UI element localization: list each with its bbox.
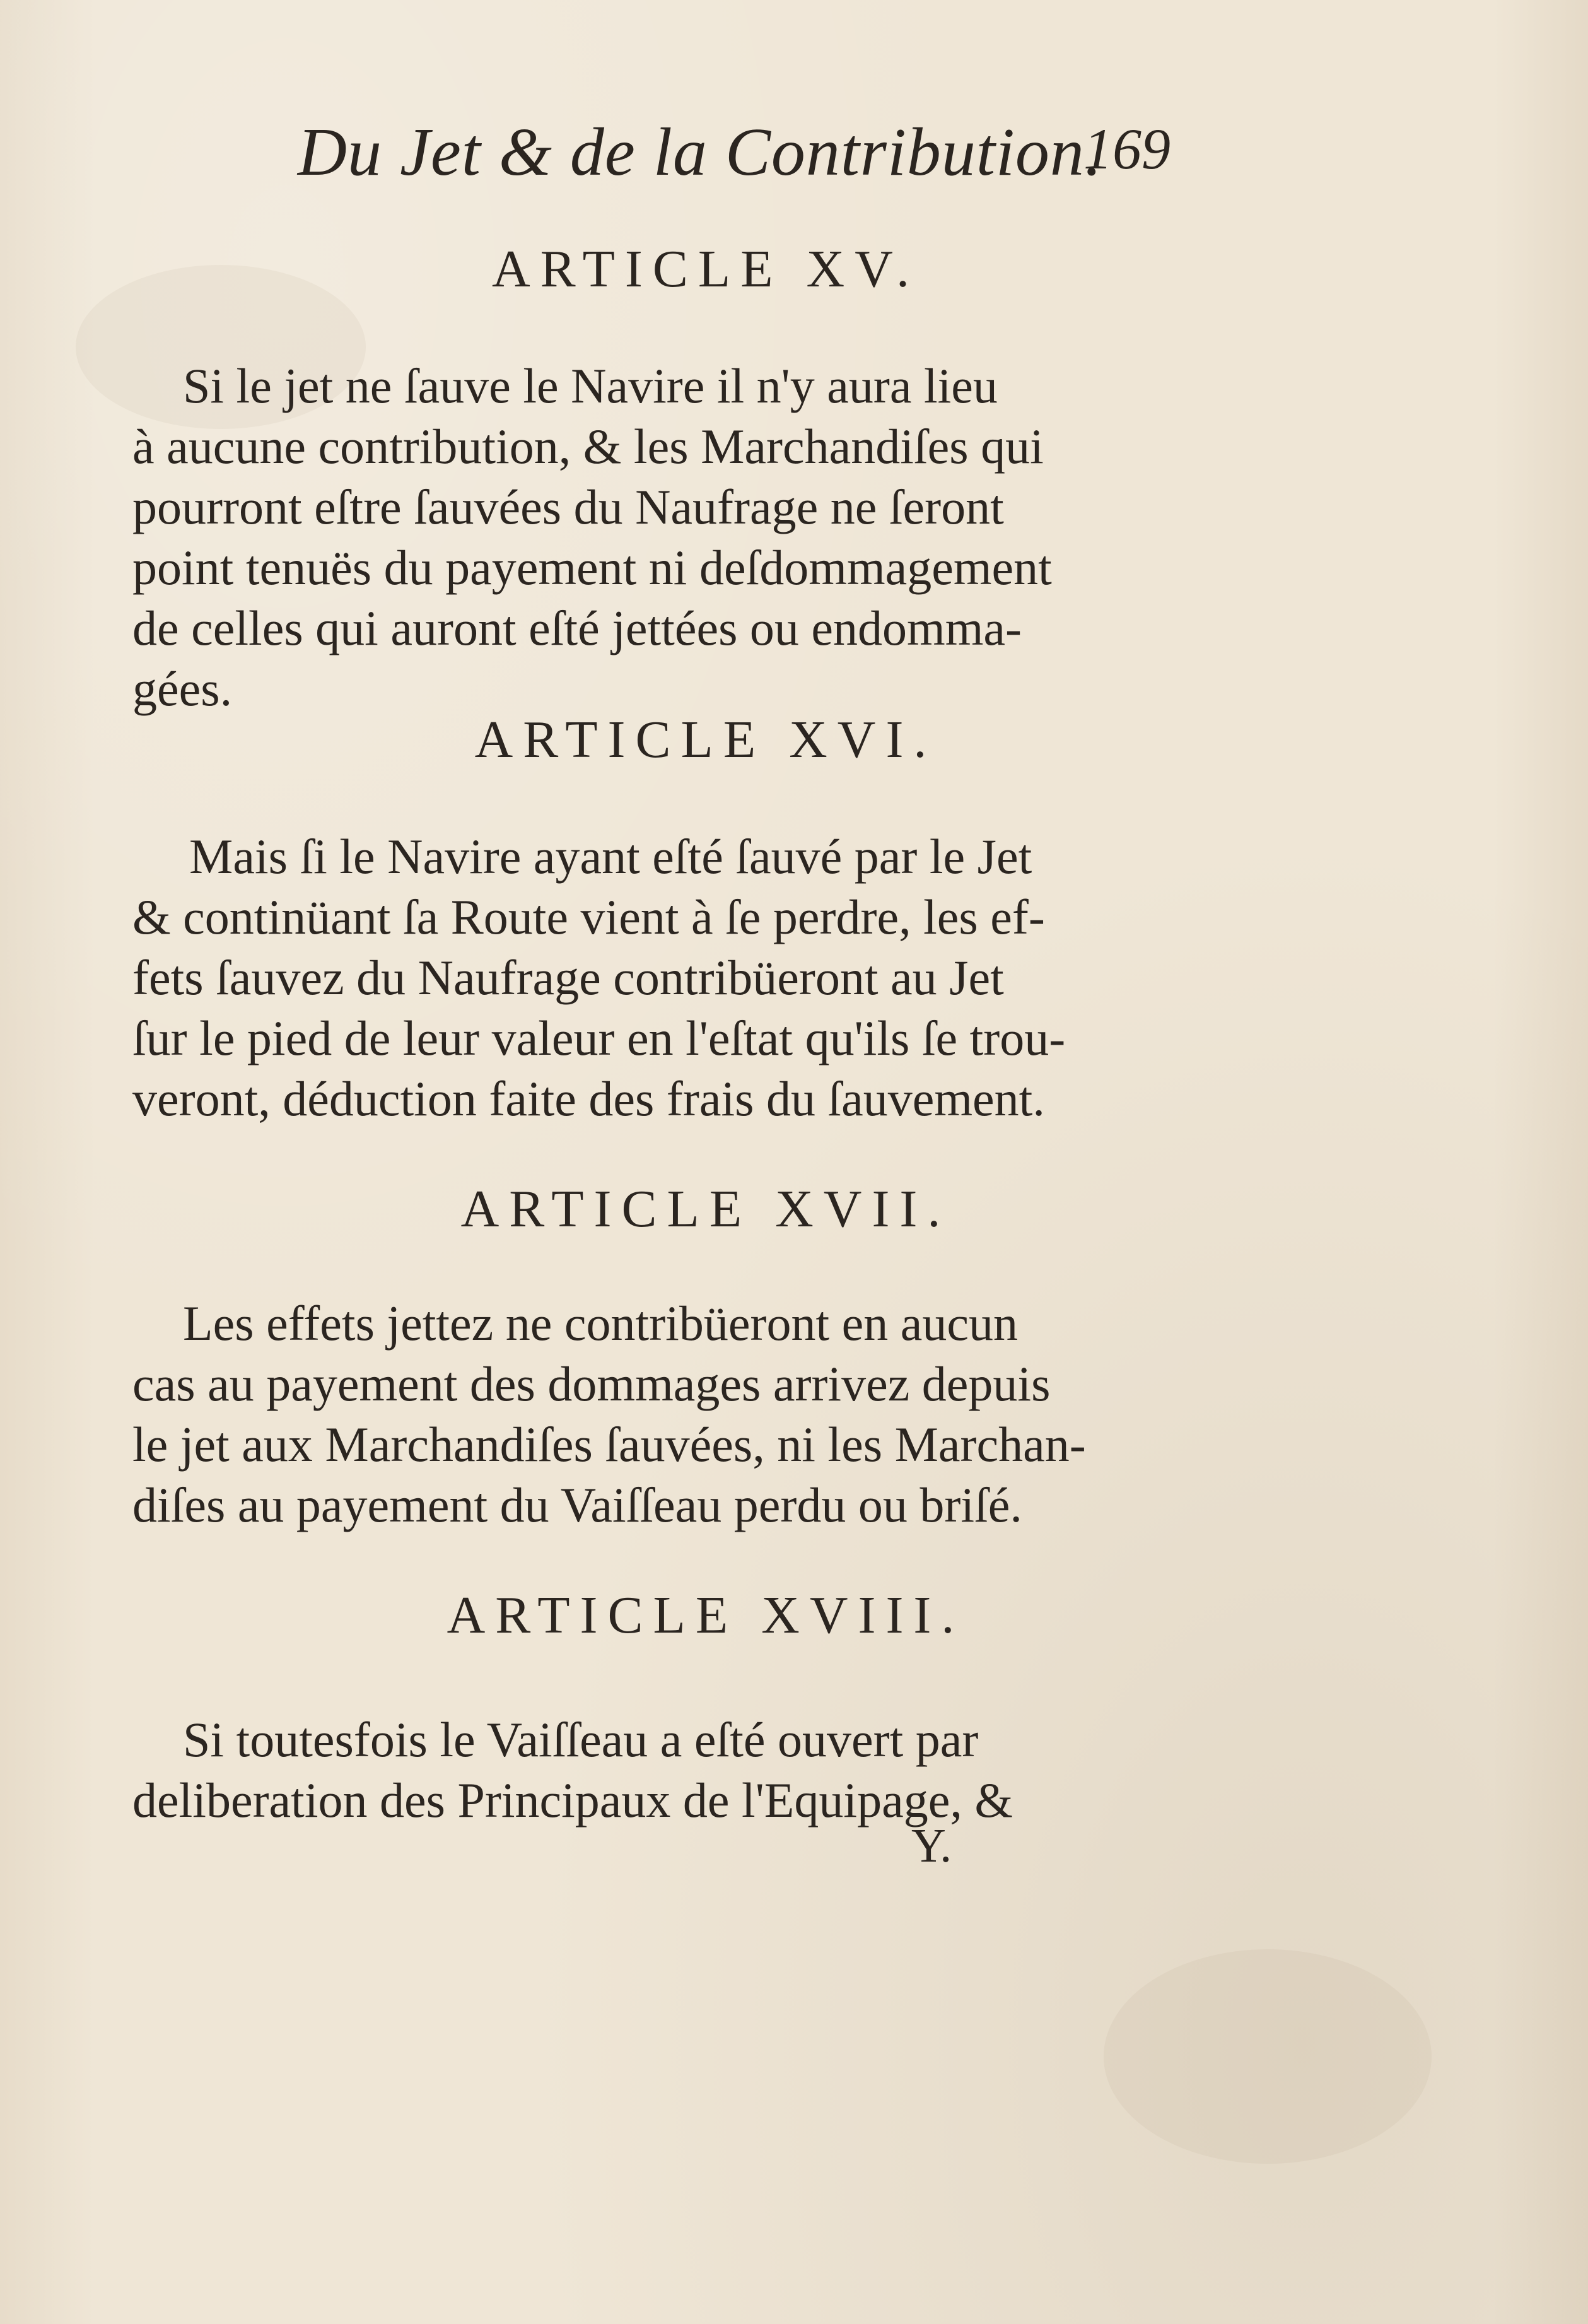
article-heading-text: ARTICLE XV.	[491, 240, 920, 298]
text-line: pourront eſtre ſauvées du Naufrage ne ſeront	[132, 479, 1004, 534]
text-line: gées.	[132, 661, 233, 716]
article-body	[132, 1710, 1160, 1831]
text-line: deliberation des Principaux de l'Equipage, &	[132, 1773, 1013, 1828]
text-line: le jet aux Marchandiſes ſauvées, ni les Marchan-	[132, 1417, 1086, 1472]
article-heading	[0, 712, 1588, 768]
article-heading	[0, 1181, 1588, 1238]
text-line: cas au payement des dommages arrivez depuis	[132, 1356, 1051, 1411]
paper-stain-lower	[1104, 1949, 1432, 2164]
text-line: Si toutesfois le Vaiſſeau a eſté ouvert par	[183, 1712, 979, 1767]
article-body	[132, 1293, 1160, 1535]
text-line: point tenuës du payement ni deſdommagement	[132, 540, 1052, 595]
article-heading	[0, 241, 1588, 298]
text-line: Mais ſi le Navire ayant eſté ſauvé par le Jet	[189, 829, 1032, 884]
text-line: Les effets jettez ne contribüeront en aucun	[183, 1296, 1018, 1351]
text-line: à aucune contribution, & les Marchandiſes qui	[132, 419, 1044, 474]
text-line: veront, déduction faite des frais du ſauvement.	[132, 1071, 1045, 1126]
text-line: diſes au payement du Vaiſſeau perdu ou briſé.	[132, 1477, 1022, 1532]
article-body	[132, 826, 1160, 1129]
catchword: Y.	[911, 1819, 952, 1872]
text-line: ſur le pied de leur valeur en l'eſtat qu'ils ſe trou-	[132, 1011, 1066, 1065]
text-line: de celles qui auront eſté jettées ou endomma-	[132, 601, 1022, 655]
article-heading	[0, 1587, 1588, 1644]
text-line: & continüant ſa Route vient à ſe perdre, les ef-	[132, 889, 1045, 944]
article-heading-text: ARTICLE XVIII.	[447, 1586, 965, 1645]
running-title: Du Jet & de la Contribution.	[298, 115, 1102, 190]
article-heading-text: ARTICLE XVII.	[460, 1180, 951, 1238]
running-head	[0, 107, 1588, 189]
article-body	[132, 356, 1160, 719]
text-line: fets ſauvez du Naufrage contribüeront au Jet	[132, 950, 1004, 1005]
article-heading-text: ARTICLE XVI.	[474, 710, 937, 769]
page-number: 169	[1083, 117, 1171, 181]
text-line: Si le jet ne ſauve le Navire il n'y aura lieu	[183, 358, 998, 413]
